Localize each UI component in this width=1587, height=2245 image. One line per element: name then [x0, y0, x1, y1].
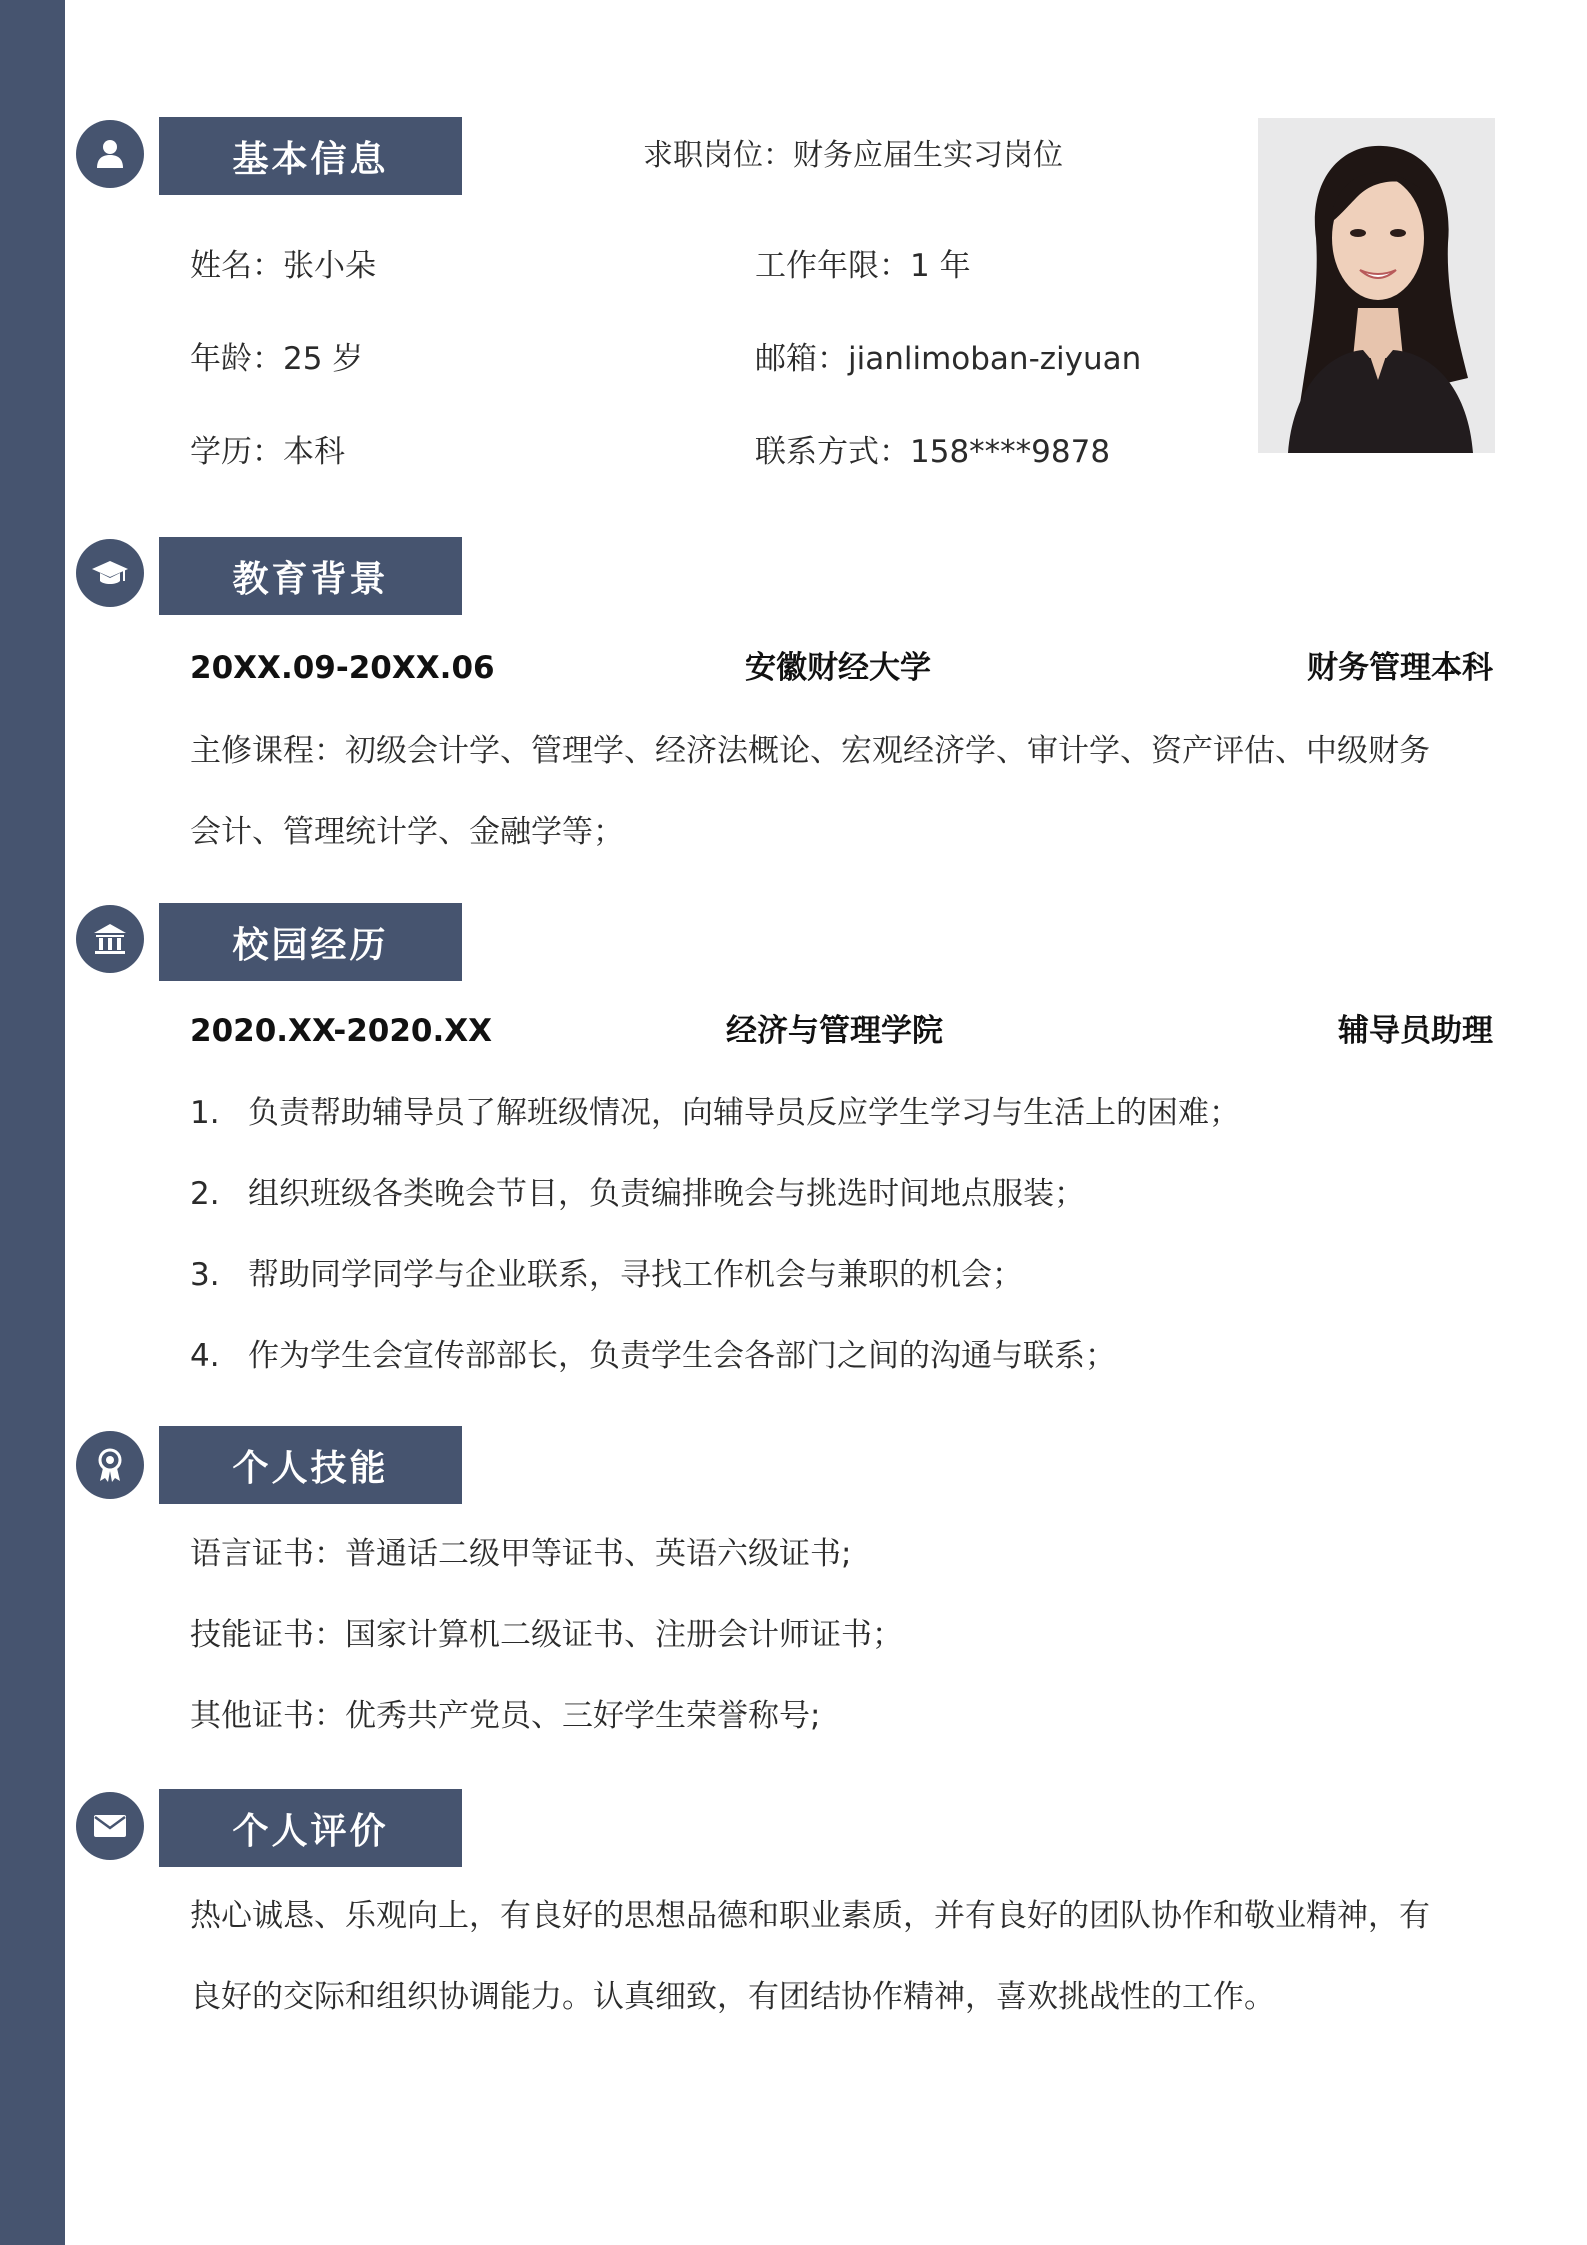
campus-org: 经济与管理学院 — [726, 1013, 943, 1049]
other-certificates: 其他证书：优秀共产党员、三好学生荣誉称号; — [190, 1698, 821, 1734]
campus-item-2-num: 2. — [190, 1176, 220, 1212]
language-certificates: 语言证书：普通话二级甲等证书、英语六级证书; — [190, 1536, 852, 1572]
campus-item-4-num: 4. — [190, 1338, 220, 1374]
profile-photo — [1258, 118, 1495, 453]
left-accent-bar — [0, 0, 65, 2245]
evaluation-line-1: 热心诚恳、乐观向上，有良好的思想品德和职业素质，并有良好的团队协作和敬业精神，有 — [190, 1898, 1430, 1934]
courses-line-2: 会计、管理统计学、金融学等； — [190, 814, 624, 850]
campus-item-1-num: 1. — [190, 1095, 220, 1131]
campus-role: 辅导员助理 — [1338, 1013, 1493, 1049]
education-period: 20XX.09-20XX.06 — [190, 650, 495, 686]
user-icon — [76, 120, 144, 188]
education-level-field: 学历：本科 — [190, 434, 345, 470]
section-title-evaluation: 个人评价 — [159, 1789, 462, 1867]
skill-certificates: 技能证书：国家计算机二级证书、注册会计师证书； — [190, 1617, 903, 1653]
campus-item-3-text: 帮助同学同学与企业联系，寻找工作机会与兼职的机会； — [248, 1257, 1023, 1293]
award-ribbon-icon — [76, 1431, 144, 1499]
major-name: 财务管理本科 — [1307, 650, 1493, 686]
campus-item-3-num: 3. — [190, 1257, 220, 1293]
campus-item-2-text: 组织班级各类晚会节目，负责编排晚会与挑选时间地点服装； — [248, 1176, 1085, 1212]
contact-field: 联系方式：158****9878 — [755, 434, 1111, 470]
email-field: 邮箱：jianlimoban-ziyuan — [755, 341, 1142, 377]
section-title-basic: 基本信息 — [159, 117, 462, 195]
work-years-field: 工作年限：1 年 — [755, 248, 971, 284]
job-target: 求职岗位：财务应届生实习岗位 — [643, 138, 1063, 173]
envelope-icon — [76, 1792, 144, 1860]
age-field: 年龄：25 岁 — [190, 341, 364, 377]
graduation-cap-icon — [76, 539, 144, 607]
section-title-education: 教育背景 — [159, 537, 462, 615]
section-title-skills: 个人技能 — [159, 1426, 462, 1504]
evaluation-line-2: 良好的交际和组织协调能力。认真细致，有团结协作精神，喜欢挑战性的工作。 — [190, 1979, 1275, 2015]
campus-item-4-text: 作为学生会宣传部部长，负责学生会各部门之间的沟通与联系； — [248, 1338, 1116, 1374]
name-field: 姓名：张小朵 — [190, 248, 376, 284]
campus-period: 2020.XX-2020.XX — [190, 1013, 493, 1049]
courses-line-1: 主修课程：初级会计学、管理学、经济法概论、宏观经济学、审计学、资产评估、中级财务 — [190, 733, 1430, 769]
bank-icon — [76, 905, 144, 973]
section-title-campus: 校园经历 — [159, 903, 462, 981]
campus-item-1-text: 负责帮助辅导员了解班级情况，向辅导员反应学生学习与生活上的困难； — [248, 1095, 1240, 1131]
school-name: 安徽财经大学 — [745, 650, 931, 686]
